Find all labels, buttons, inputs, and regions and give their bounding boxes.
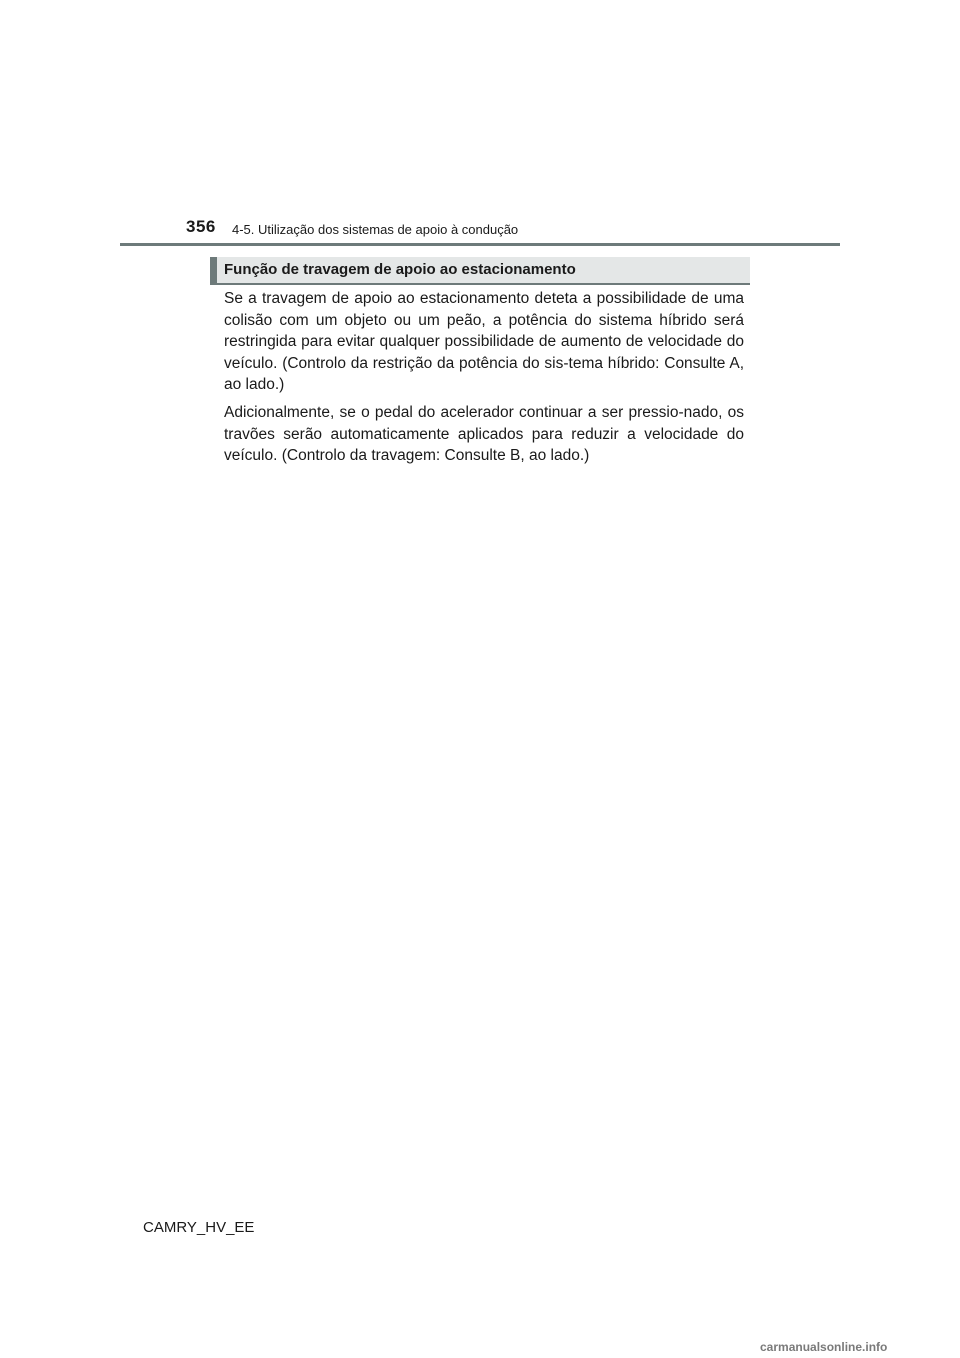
section-header <box>210 257 750 285</box>
body-paragraph: Adicionalmente, se o pedal do acelerador continuar a ser pressio-nado, os travões serão automaticamente aplicados para reduzir a velocidade do veículo. (Controlo da travagem: Consulte B, ao lado.) <box>224 404 744 464</box>
model-code: CAMRY_HV_EE <box>143 1219 255 1236</box>
section-header-bar <box>210 257 217 283</box>
section-title: Função de travagem de apoio ao estacionamento <box>224 261 576 278</box>
page-number: 356 <box>186 217 216 236</box>
watermark: carmanualsonline.info <box>760 1340 888 1354</box>
body-paragraph: Se a travagem de apoio ao estacionamento deteta a possibilidade de uma colisão com um objeto ou um peão, a potência do sistema híbrido será restringida para evitar qualquer possibilidade de aumento de velocidade do veículo. (Controlo da restrição da potência do sis-tema híbrido: Consulte A, ao lado.) <box>224 290 744 393</box>
chapter-title: 4-5. Utilização dos sistemas de apoio à condução <box>232 222 519 237</box>
header-rule <box>120 243 840 246</box>
